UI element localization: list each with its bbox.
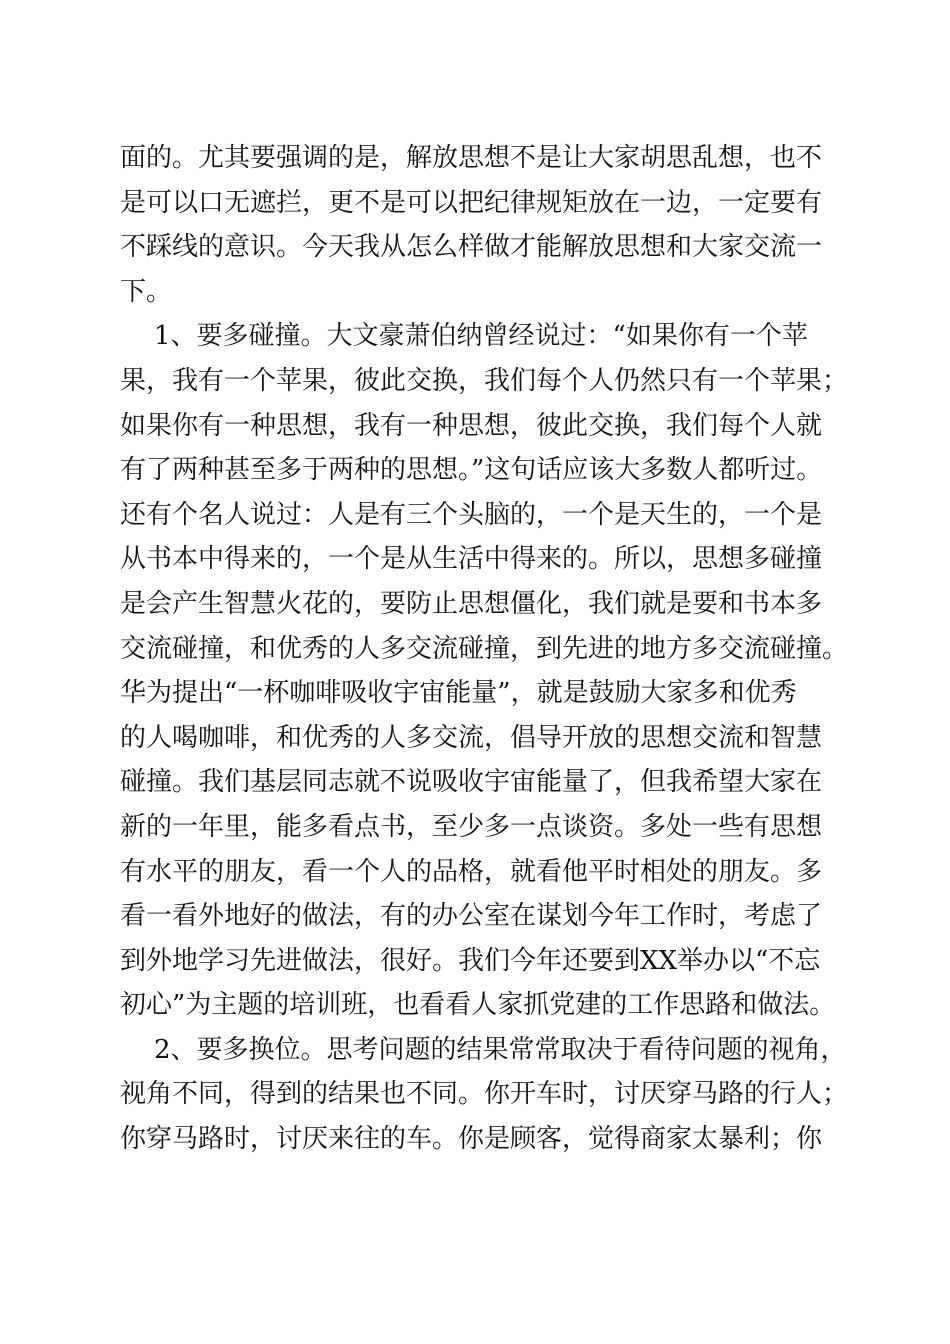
text-line: 看一看外地好的做法，有的办公室在谋划今年工作时，考虑了 [120,901,823,932]
document-page [120,136,850,1162]
text-line: 到外地学习先进做法，很好。我们今年还要到XX举办以“不忘 [120,945,821,976]
text-line: 新的一年里，能多看点书，至少多一点谈资。多处一些有思想 [120,811,823,842]
text-line: 1、要多碰撞。大文豪萧伯纳曾经说过：“如果你有一个苹 [154,321,808,352]
text-line: 初心”为主题的培训班，也看看人家抓党建的工作思路和做法。 [120,990,836,1021]
text-line: 的人喝咖啡，和优秀的人多交流，倡导开放的思想交流和智慧 [120,722,823,753]
text-line: 视角不同，得到的结果也不同。你开车时，讨厌穿马路的行人； [120,1079,849,1110]
text-line: 不踩线的意识。今天我从怎么样做才能解放思想和大家交流一 [120,232,823,263]
text-line: 有了两种甚至多于两种的思想。”这句话应该大多数人都听过。 [120,455,823,486]
text-line: 有水平的朋友，看一个人的品格，就看他平时相处的朋友。多 [120,856,823,887]
text-line: 面的。尤其要强调的是，解放思想不是让大家胡思乱想，也不 [120,143,823,173]
text-line: 还有个名人说过：人是有三个头脑的，一个是天生的，一个是 [120,499,823,530]
text-line: 交流碰撞，和优秀的人多交流碰撞，到先进的地方多交流碰撞。 [120,633,849,664]
text-line: 2、要多换位。思考问题的结果常常取决于看待问题的视角， [154,1034,847,1065]
text-line: 是可以口无遮拦，更不是可以把纪律规矩放在一边，一定要有 [120,187,823,218]
text-line: 果，我有一个苹果，彼此交换，我们每个人仍然只有一个苹果； [120,365,849,396]
text-line: 下。 [120,276,173,307]
text-line: 是会产生智慧火花的，要防止思想僵化，我们就是要和书本多 [120,588,823,619]
text-line: 华为提出“一杯咖啡吸收宇宙能量”，就是鼓励大家多和优秀 [120,678,797,709]
text-line: 碰撞。我们基层同志就不说吸收宇宙能量了，但我希望大家在 [120,767,823,798]
text-line: 如果你有一种思想，我有一种思想，彼此交换，我们每个人就 [120,410,823,441]
text-line: 从书本中得来的，一个是从生活中得来的。所以，思想多碰撞 [120,544,823,575]
text-line: 你穿马路时，讨厌来往的车。你是顾客，觉得商家太暴利；你 [120,1124,823,1155]
